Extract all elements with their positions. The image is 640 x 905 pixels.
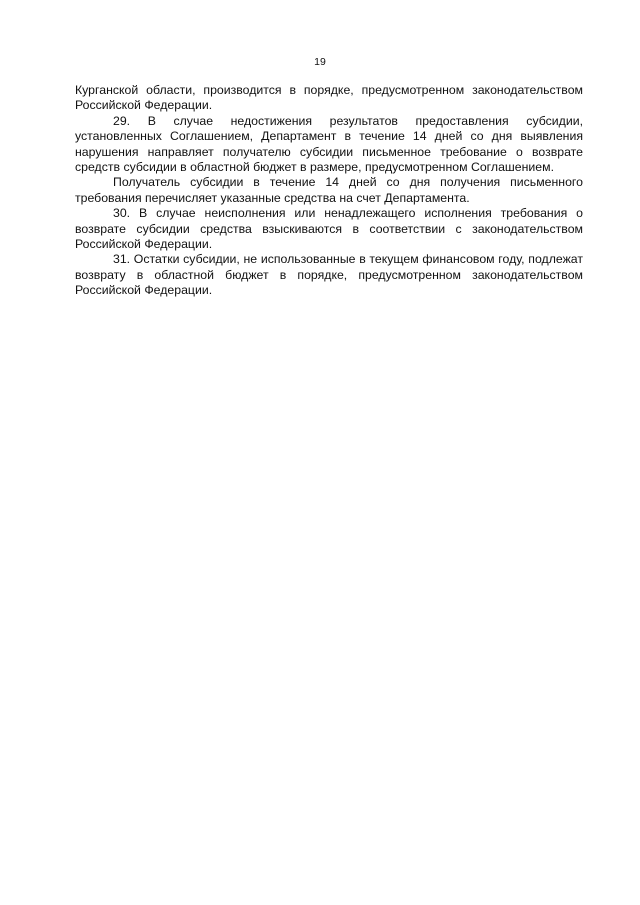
paragraph-item-30: 30. В случае неисполнения или ненадлежащего исполнения требования о возврате субсидии средства взыскиваются в соответствии с законодательством Российской Федерации. bbox=[75, 206, 583, 252]
document-body bbox=[75, 83, 583, 299]
paragraph-recipient-obligation: Получатель субсидии в течение 14 дней со дня получения письменного требования перечисляет указанные средства на счет Департамента. bbox=[75, 175, 583, 205]
paragraph-item-29: 29. В случае недостижения результатов предоставления субсидии, установленных Соглашением, Департамент в течение 14 дней со дня выявления нарушения направляет получателю субсидии письменное требование о возврате средств субсидии в областной бюджет в размере, предусмотренном Соглашением. bbox=[75, 113, 583, 175]
paragraph-continuation: Курганской области, производится в порядке, предусмотренном законодательством Российской Федерации. bbox=[75, 83, 583, 113]
page-number: 19 bbox=[314, 56, 326, 68]
paragraph-item-31: 31. Остатки субсидии, не использованные в текущем финансовом году, подлежат возврату в областной бюджет в порядке, предусмотренном законодательством Российской Федерации. bbox=[75, 252, 583, 298]
